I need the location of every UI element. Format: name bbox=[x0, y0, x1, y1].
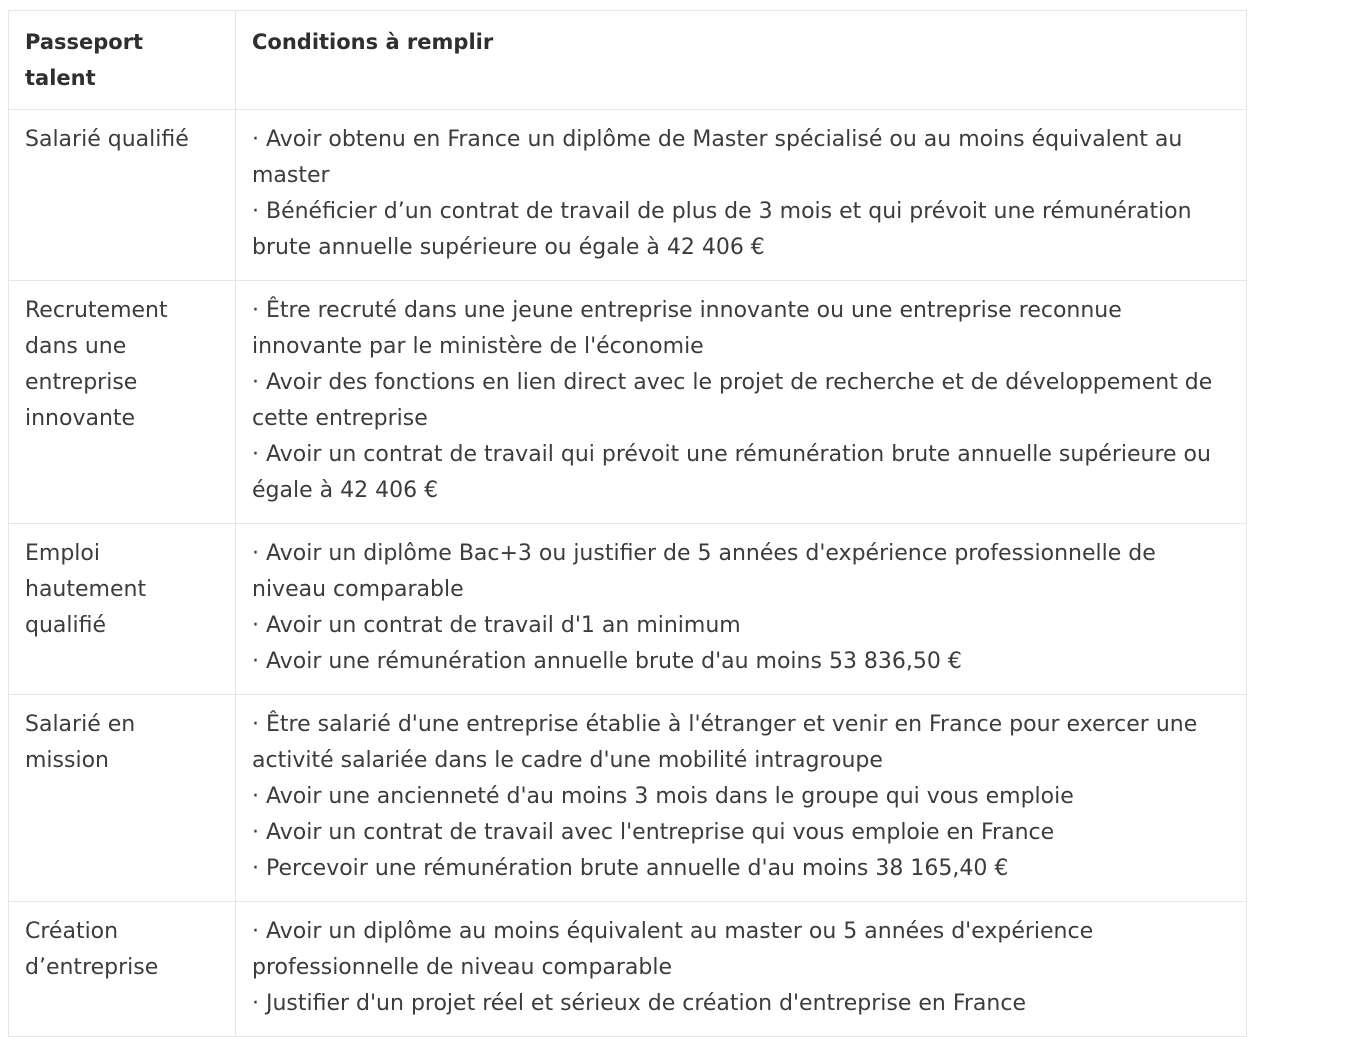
condition-item: · Être recruté dans une jeune entreprise innovante ou une entreprise reconnue innovante par le ministère de l'économie bbox=[252, 298, 1122, 359]
talent-type-cell: Recrutement dans une entreprise innovante bbox=[9, 281, 236, 524]
talent-type-cell: Salarié en mission bbox=[9, 695, 236, 902]
condition-item: · Avoir un diplôme Bac+3 ou justifier de 5 années d'expérience professionnelle de niveau comparable bbox=[252, 541, 1156, 602]
table-row bbox=[9, 110, 1247, 281]
condition-item: · Avoir une rémunération annuelle brute d'au moins 53 836,50 € bbox=[252, 649, 962, 674]
talent-type-cell: Emploi hautement qualifié bbox=[9, 524, 236, 695]
conditions-cell bbox=[236, 110, 1247, 281]
condition-item: · Avoir des fonctions en lien direct avec le projet de recherche et de développement de cette entreprise bbox=[252, 370, 1213, 431]
table-row bbox=[9, 524, 1247, 695]
header-conditions: Conditions à remplir bbox=[236, 11, 1247, 110]
condition-item: · Avoir un contrat de travail qui prévoit une rémunération brute annuelle supérieure ou égale à 42 406 € bbox=[252, 442, 1211, 503]
conditions-cell bbox=[236, 902, 1247, 1037]
passeport-talent-table bbox=[8, 10, 1247, 1037]
conditions-cell bbox=[236, 524, 1247, 695]
header-passeport-talent: Passeport talent bbox=[9, 11, 236, 110]
table-row bbox=[9, 695, 1247, 902]
table-body bbox=[9, 110, 1247, 1037]
conditions-cell bbox=[236, 695, 1247, 902]
header-row bbox=[9, 11, 1247, 110]
conditions-cell bbox=[236, 281, 1247, 524]
condition-item: · Avoir une ancienneté d'au moins 3 mois dans le groupe qui vous emploie bbox=[252, 784, 1074, 809]
condition-item: · Justifier d'un projet réel et sérieux de création d'entreprise en France bbox=[252, 991, 1026, 1016]
talent-type-cell: Création d’entreprise bbox=[9, 902, 236, 1037]
talent-type-cell: Salarié qualifié bbox=[9, 110, 236, 281]
condition-item: · Bénéficier d’un contrat de travail de plus de 3 mois et qui prévoit une rémunération brute annuelle supérieure ou égale à 42 406 € bbox=[252, 199, 1192, 260]
table-row bbox=[9, 902, 1247, 1037]
table-row bbox=[9, 281, 1247, 524]
condition-item: · Avoir un diplôme au moins équivalent au master ou 5 années d'expérience professionnelle de niveau comparable bbox=[252, 919, 1094, 980]
condition-item: · Être salarié d'une entreprise établie à l'étranger et venir en France pour exercer une activité salariée dans le cadre d'une mobilité intragroupe bbox=[252, 712, 1198, 773]
table-header bbox=[9, 11, 1247, 110]
condition-item: · Avoir un contrat de travail avec l'entreprise qui vous emploie en France bbox=[252, 820, 1055, 845]
condition-item: · Percevoir une rémunération brute annuelle d'au moins 38 165,40 € bbox=[252, 856, 1009, 881]
condition-item: · Avoir un contrat de travail d'1 an minimum bbox=[252, 613, 741, 638]
condition-item: · Avoir obtenu en France un diplôme de Master spécialisé ou au moins équivalent au master bbox=[252, 127, 1183, 188]
